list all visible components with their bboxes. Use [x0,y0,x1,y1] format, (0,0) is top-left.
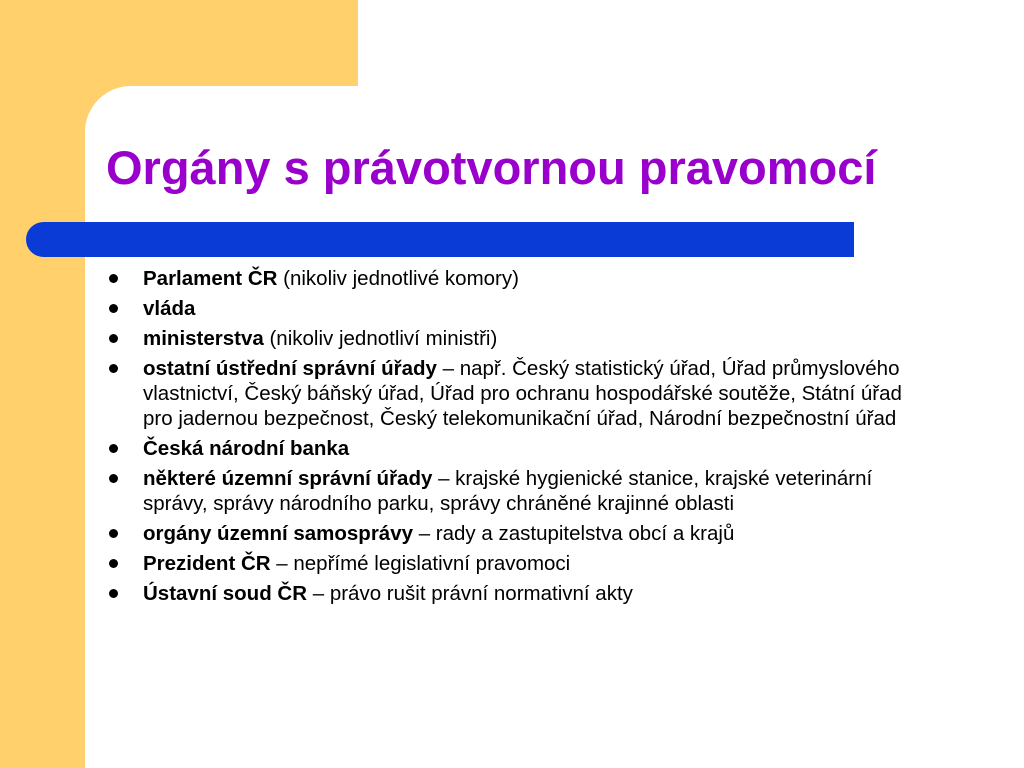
list-item [106,296,926,321]
item-bold-text: Ústavní soud ČR [143,582,308,605]
item-bold-text: vláda [143,297,196,320]
bullet-icon [109,589,118,598]
item-text: – právo rušit právní normativní akty [307,582,633,605]
bullet-icon [109,474,118,483]
slide-title: Orgány s právotvornou pravomocí [106,141,877,194]
list-item [106,551,926,576]
item-bold-text: Prezident ČR [143,552,271,575]
list-item [106,356,926,431]
list-item [106,581,926,606]
bullet-icon [109,364,118,373]
list-item [106,326,926,351]
bullet-icon [109,334,118,343]
decorative-blue-bar [26,222,854,257]
item-text: – nepřímé legislativní pravomoci [270,552,571,575]
item-bold-text: Česká národní banka [143,437,350,460]
item-text: (nikoliv jednotliví ministři) [263,327,498,350]
list-item [106,266,926,291]
bullet-icon [109,304,118,313]
list-item [106,521,926,546]
item-text: – např. Český statistický úřad, Úřad průmyslového vlastnictví, Český báňský úřad, Úřad pro ochranu hospodářské soutěže, Státní úřad pro jadernou bezpečnost, Český telekomunikační úřad, Národní bezpečnostní úřad [143,357,902,430]
bullet-icon [109,274,118,283]
item-text: – rady a zastupitelstva obcí a krajů [413,522,735,545]
list-item [106,466,926,516]
item-bold-text: Parlament ČR [143,267,278,290]
list-item [106,436,926,461]
bullet-icon [109,529,118,538]
item-bold-text: některé územní správní úřady [143,467,433,490]
bullet-icon [109,559,118,568]
bullet-icon [109,444,118,453]
item-bold-text: orgány územní samosprávy [143,522,414,545]
item-bold-text: ministerstva [143,327,264,350]
bullet-list [106,266,926,611]
item-text: (nikoliv jednotlivé komory) [277,267,519,290]
item-text: – krajské hygienické stanice, krajské veterinární správy, správy národního parku, správy chráněné krajinné oblasti [143,467,873,515]
item-bold-text: ostatní ústřední správní úřady [143,357,437,380]
